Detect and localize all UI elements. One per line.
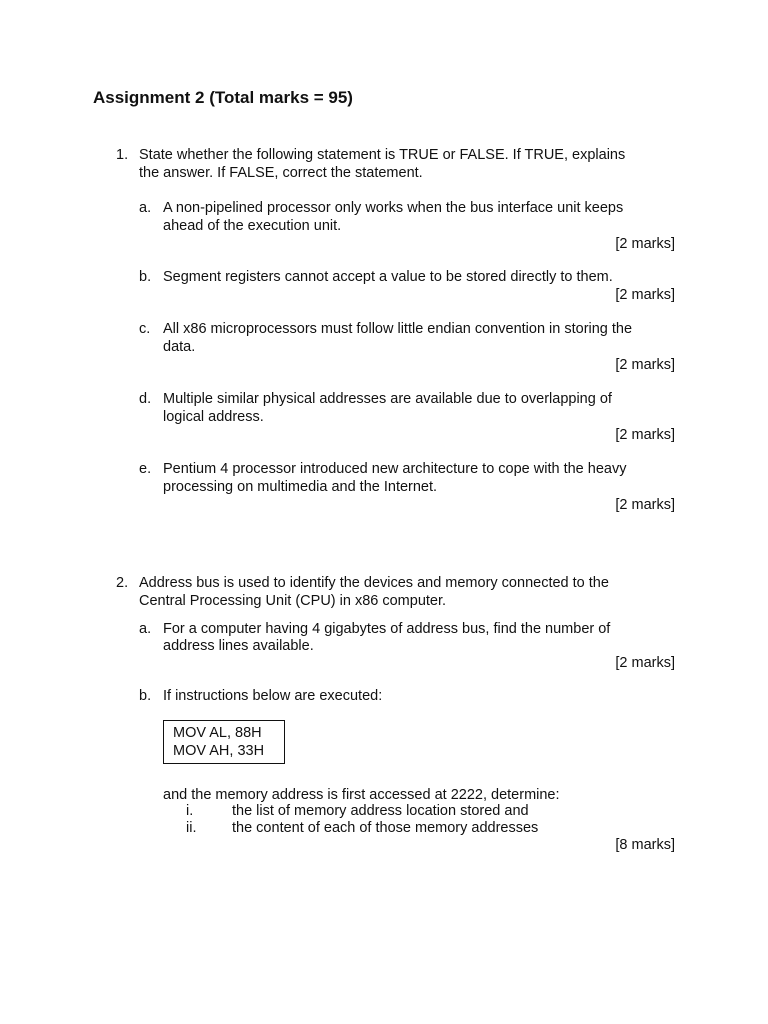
question-2b-after-text: and the memory address is first accessed at 2222, determine: bbox=[163, 787, 560, 803]
question-1e-line2: processing on multimedia and the Internet. bbox=[163, 479, 438, 495]
question-1a-line2: ahead of the execution unit. bbox=[163, 218, 342, 234]
subitem-ii-text: the content of each of those memory addresses bbox=[232, 820, 539, 836]
question-1c-marks: [2 marks] bbox=[615, 357, 675, 373]
question-1c-line1: All x86 microprocessors must follow little endian convention in storing the bbox=[163, 321, 633, 337]
question-1d-letter: d. bbox=[139, 391, 152, 407]
question-1b-marks: [2 marks] bbox=[615, 287, 675, 303]
question-2-text-line2: Central Processing Unit (CPU) in x86 computer. bbox=[139, 593, 447, 609]
code-box bbox=[163, 720, 285, 764]
question-1d-line2: logical address. bbox=[163, 409, 264, 425]
question-1b-line1: Segment registers cannot accept a value to be stored directly to them. bbox=[163, 269, 613, 285]
question-1e-letter: e. bbox=[139, 461, 152, 477]
question-1b-letter: b. bbox=[139, 269, 152, 285]
subitem-i-numeral: i. bbox=[186, 803, 194, 819]
question-2b-marks: [8 marks] bbox=[615, 837, 675, 853]
question-2a-line2: address lines available. bbox=[163, 638, 314, 654]
question-1a-letter: a. bbox=[139, 200, 152, 216]
subitem-ii-numeral: ii. bbox=[186, 820, 197, 836]
question-2a-marks: [2 marks] bbox=[615, 655, 675, 671]
question-2a-letter: a. bbox=[139, 621, 152, 637]
question-1d-marks: [2 marks] bbox=[615, 427, 675, 443]
code-line-2: MOV AH, 33H bbox=[173, 743, 265, 759]
question-2b-line1: If instructions below are executed: bbox=[163, 688, 383, 704]
question-1-text-line2: the answer. If FALSE, correct the statement. bbox=[139, 165, 423, 181]
question-1-text-line1: State whether the following statement is TRUE or FALSE. If TRUE, explains bbox=[139, 147, 626, 163]
question-1e-line1: Pentium 4 processor introduced new architecture to cope with the heavy bbox=[163, 461, 627, 477]
question-1c-line2: data. bbox=[163, 339, 196, 355]
document-title: Assignment 2 (Total marks = 95) bbox=[93, 88, 353, 107]
question-1d-line1: Multiple similar physical addresses are available due to overlapping of bbox=[163, 391, 612, 407]
question-1a-marks: [2 marks] bbox=[615, 236, 675, 252]
question-2b-letter: b. bbox=[139, 688, 152, 704]
subitem-i-text: the list of memory address location stored and bbox=[232, 803, 529, 819]
question-1c-letter: c. bbox=[139, 321, 151, 337]
code-line-1: MOV AL, 88H bbox=[173, 725, 262, 741]
question-1e-marks: [2 marks] bbox=[615, 497, 675, 513]
question-2-number: 2. bbox=[116, 575, 129, 591]
question-1a-line1: A non-pipelined processor only works when the bus interface unit keeps bbox=[163, 200, 624, 216]
question-1-number: 1. bbox=[116, 147, 129, 163]
question-2a-line1: For a computer having 4 gigabytes of address bus, find the number of bbox=[163, 621, 611, 637]
question-2-text-line1: Address bus is used to identify the devices and memory connected to the bbox=[139, 575, 609, 591]
